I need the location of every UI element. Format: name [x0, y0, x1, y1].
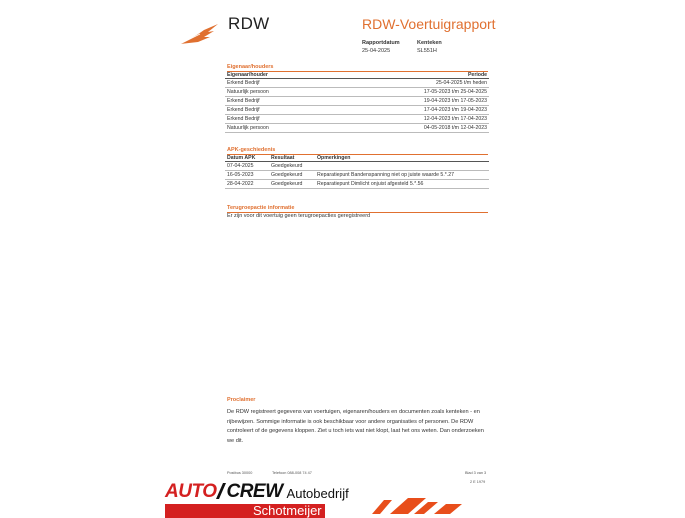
apk-remarks-cell: Reparatiepunt Bandenspanning niet op juiste waarde 5.*.27: [315, 171, 489, 180]
plate-value: SL551H: [417, 48, 437, 54]
dealer-logo: [165, 481, 349, 518]
table-row: [225, 106, 489, 115]
table-row: [225, 162, 489, 171]
owner-cell: Natuurlijk persoon: [225, 88, 332, 97]
owners-section-title: Eigenaar/houders: [227, 64, 274, 70]
apk-result-cell: Goedgekeurd: [269, 171, 315, 180]
col-period: Periode: [332, 71, 489, 79]
owner-cell: Erkend Bedrijf: [225, 79, 332, 88]
apk-date-cell: 28-04-2022: [225, 180, 269, 189]
apk-remarks-cell: Reparatiepunt Dimlicht onjuist afgesteld 5.*.56: [315, 180, 489, 189]
apk-remarks-cell: [315, 162, 489, 171]
period-cell: 25-04-2025 t/m heden: [332, 79, 489, 88]
owners-table: [225, 71, 489, 133]
apk-section-title: APK-geschiedenis: [227, 147, 276, 153]
logo-auto-text: AUTO: [165, 481, 217, 502]
owners-header-row: [225, 71, 489, 79]
period-cell: 19-04-2023 t/m 17-05-2023: [332, 97, 489, 106]
table-row: [225, 79, 489, 88]
table-row: [225, 124, 489, 133]
col-owner: Eigenaar/houder: [225, 71, 332, 79]
recall-section-title: Terugroepactie informatie: [227, 205, 295, 211]
col-apk-result: Resultaat: [269, 154, 315, 162]
owner-cell: Natuurlijk persoon: [225, 124, 332, 133]
apk-result-cell: Goedgekeurd: [269, 180, 315, 189]
apk-result-cell: Goedgekeurd: [269, 162, 315, 171]
table-row: [225, 88, 489, 97]
owner-cell: Erkend Bedrijf: [225, 106, 332, 115]
report-title: RDW-Voertuigrapport: [362, 16, 496, 32]
owner-cell: Erkend Bedrijf: [225, 115, 332, 124]
plate-label: Kenteken: [417, 40, 442, 46]
decorative-stripes-icon: [368, 496, 468, 514]
owner-cell: Erkend Bedrijf: [225, 97, 332, 106]
apk-date-cell: 16-05-2023: [225, 171, 269, 180]
logo-red-bar: [165, 504, 250, 518]
dealer-name-line1: Autobedrijf: [286, 486, 349, 501]
rdw-wing-logo: [178, 22, 222, 46]
apk-date-cell: 07-04-2025: [225, 162, 269, 171]
report-date: 25-04-2025: [362, 48, 391, 54]
apk-table: [225, 154, 489, 189]
col-apk-remarks: Opmerkingen: [315, 154, 489, 162]
recall-text: Er zijn voor dit voertuig geen terugroepacties geregistreerd: [227, 213, 371, 219]
logo-crew-text: CREW: [226, 481, 283, 502]
apk-header-row: [225, 154, 489, 162]
col-apk-date: Datum APK: [225, 154, 269, 162]
footer-page: Blad 3 van 3: [465, 471, 487, 475]
brand-name: RDW: [228, 14, 270, 33]
period-cell: 17-04-2023 t/m 19-04-2023: [332, 106, 489, 115]
report-date-label: Rapportdatum: [362, 40, 400, 46]
period-cell: 12-04-2023 t/m 17-04-2023: [332, 115, 489, 124]
table-row: [225, 171, 489, 180]
footer-code: 2 E 1979: [470, 480, 486, 484]
footer-postbus: Postbus 30000: [227, 471, 253, 475]
table-row: [225, 180, 489, 189]
disclaimer-title: Proclaimer: [227, 397, 256, 403]
table-row: [225, 97, 489, 106]
period-cell: 04-05-2018 t/m 12-04-2023: [332, 124, 489, 133]
dealer-name-line2: Schotmeijer: [250, 504, 325, 518]
disclaimer-text: De RDW registreert gegevens van voertuigen, eigenaren/houders en documenten zoals kenteken - en rijbewijzen. Sommige informatie is ook beschikbaar voor andere organisaties of personen. De RDW controleert of de gegevens kloppen. Ziet u toch iets wat niet klopt, laat het ons weten. Dan onderzoeken we dit.: [227, 409, 484, 444]
logo-slash-icon: [216, 483, 226, 499]
table-row: [225, 115, 489, 124]
period-cell: 17-05-2023 t/m 25-04-2025: [332, 88, 489, 97]
footer-phone: Telefoon 088-008 74 47: [272, 471, 312, 475]
